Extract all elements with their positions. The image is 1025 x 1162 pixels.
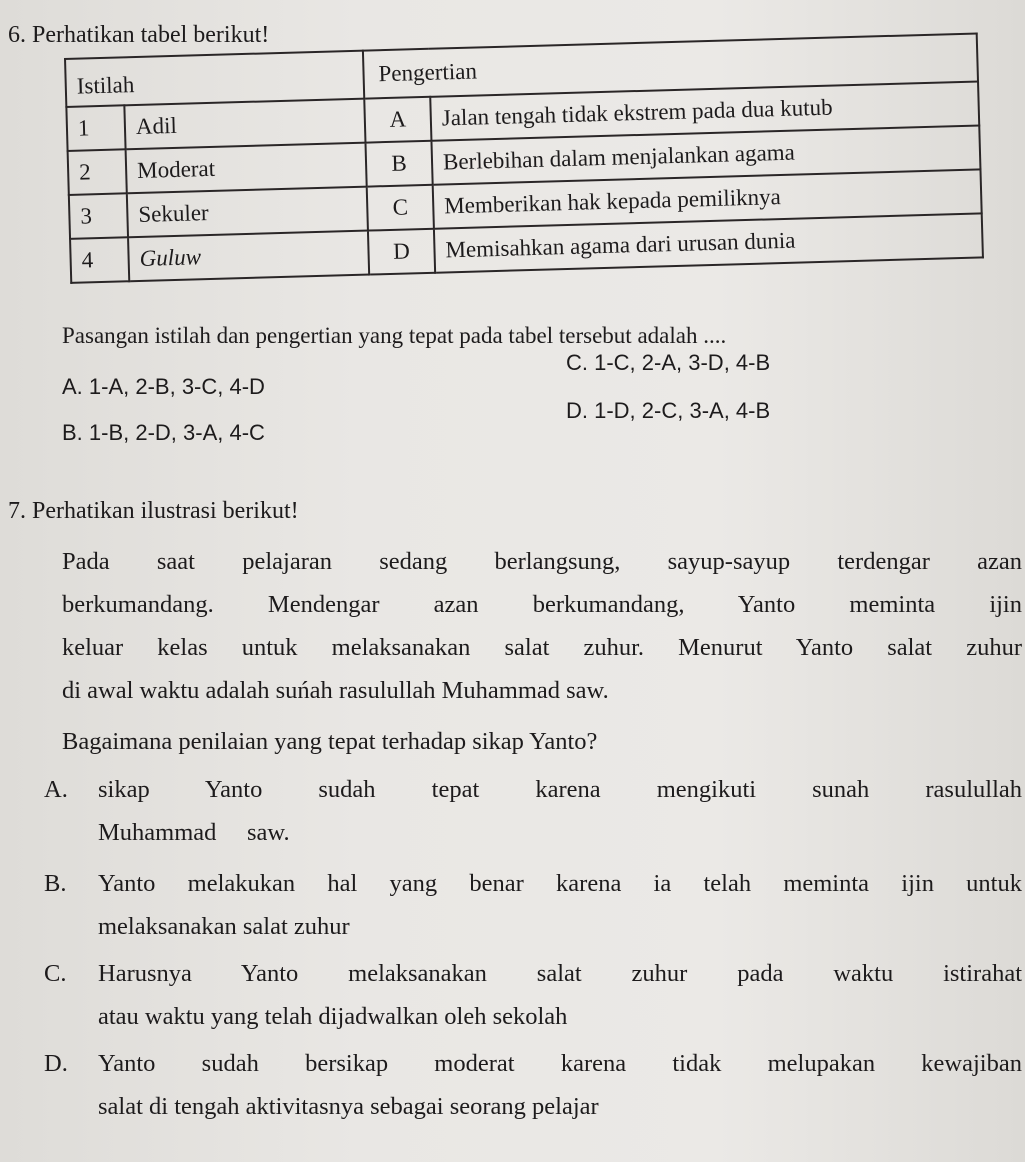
option-text-line1: Harusnya Yanto melaksanakan salat zuhur pada waktu istirahat [98,960,1022,987]
q7-option-a[interactable] [44,768,1022,854]
row-istilah: Guluw [128,231,369,282]
option-text-line2: salat di tengah aktivitasnya sebagai seorang pelajar [98,1093,599,1120]
option-text-line2: Muhammad saw. [98,819,290,846]
option-letter: A. [44,776,68,803]
illustration-paragraph [62,540,1022,712]
question-6-heading: 6. Perhatikan tabel berikut! [8,22,270,48]
header-istilah: Istilah [65,51,364,107]
row-number: 1 [66,105,125,151]
row-number: 3 [69,193,128,239]
q6-option-a[interactable]: A. 1-A, 2-B, 3-C, 4-D [62,374,265,399]
row-istilah: Moderat [126,143,367,194]
row-number: 2 [68,149,127,195]
q7-option-b[interactable] [44,862,1022,948]
row-pengertian: Berlebihan dalam menjalankan agama [431,125,980,184]
q6-option-c[interactable]: C. 1-C, 2-A, 3-D, 4-B [566,350,771,375]
row-istilah: Sekuler [127,187,368,238]
option-text-line2: atau waktu yang telah dijadwalkan oleh sekolah [98,1003,568,1030]
row-letter: D [368,229,435,275]
option-letter: D. [44,1050,68,1077]
option-text-line1: Yanto sudah bersikap moderat karena tidak melupakan kewajiban [98,1050,1022,1077]
option-text-line1: sikap Yanto sudah tepat karena mengikuti sunah rasulullah [98,776,1022,803]
paragraph-line: berkumandang. Mendengar azan berkumandang, Yanto meminta ijin [62,591,1022,618]
paragraph-line: keluar kelas untuk melaksanakan salat zuhur. Menurut Yanto salat zuhur [62,634,1022,661]
q6-option-d[interactable]: D. 1-D, 2-C, 3-A, 4-B [566,398,771,423]
paragraph-line: di awal waktu adalah suńah rasulullah Muhammad saw. [62,677,609,704]
row-letter: A [364,97,431,143]
option-text-line1: Yanto melakukan hal yang benar karena ia telah meminta ijin untuk [98,870,1022,897]
option-letter: B. [44,870,67,897]
row-pengertian: Memisahkan agama dari urusan dunia [434,213,983,272]
paragraph-line: Pada saat pelajaran sedang berlangsung, sayup-sayup terdengar azan [62,548,1022,575]
row-pengertian: Jalan tengah tidak ekstrem pada dua kutub [430,81,979,140]
q7-option-c[interactable] [44,952,1022,1038]
question-7-heading: 7. Perhatikan ilustrasi berikut! [8,498,299,524]
question-6-prompt: Pasangan istilah dan pengertian yang tepat pada tabel tersebut adalah .... [62,323,727,348]
row-letter: B [365,141,432,187]
row-istilah: Adil [124,99,365,150]
question-7-prompt: Bagaimana penilaian yang tepat terhadap sikap Yanto? [62,728,598,755]
header-pengertian: Pengertian [363,34,978,99]
option-text-line2: melaksanakan salat zuhur [98,913,350,940]
row-number: 4 [70,237,129,283]
option-letter: C. [44,960,67,987]
row-letter: C [367,185,434,231]
row-pengertian: Memberikan hak kepada pemiliknya [433,169,982,228]
terms-table [64,32,984,283]
q7-option-d[interactable] [44,1042,1022,1128]
q6-option-b[interactable]: B. 1-B, 2-D, 3-A, 4-C [62,420,265,445]
